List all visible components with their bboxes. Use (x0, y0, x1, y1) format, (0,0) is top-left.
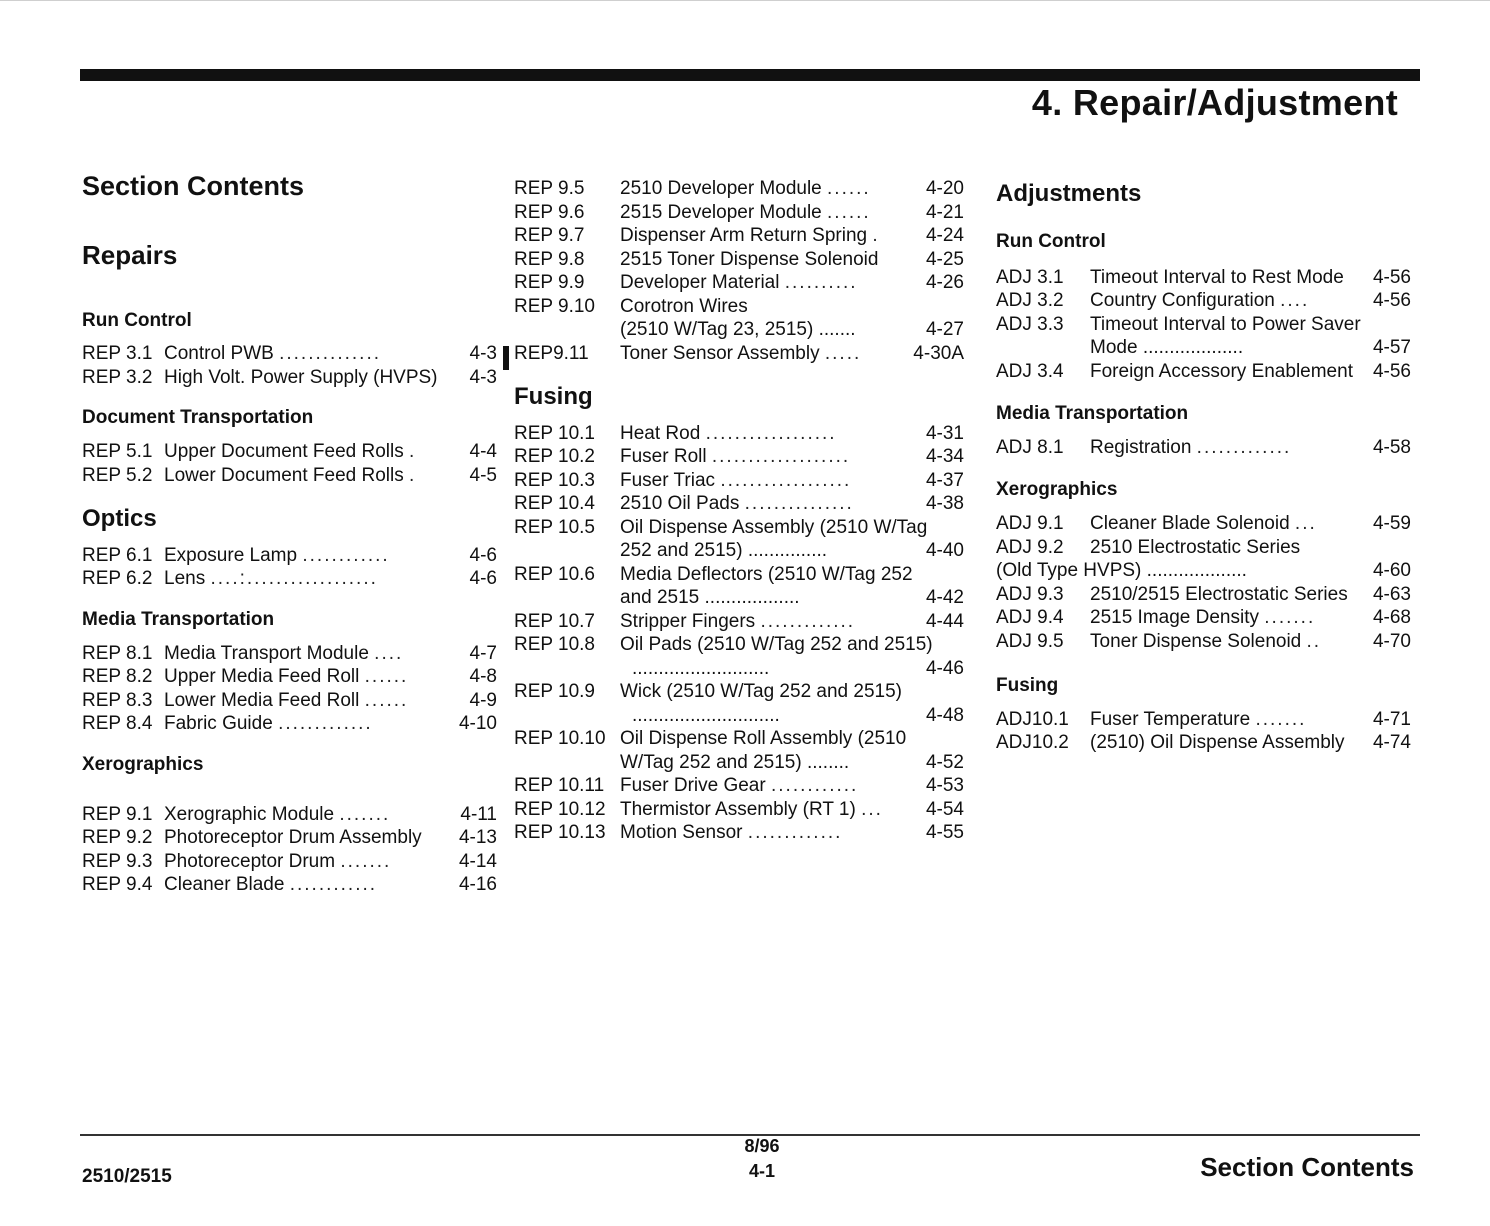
toc-entry-rep-10-5[interactable] (514, 516, 964, 540)
leader-dots: .................. (704, 587, 800, 609)
entry-page: 4-68 (1372, 607, 1411, 629)
entry-title: (2510) Oil Dispense Assembly (1090, 732, 1345, 754)
entry-page: 4-56 (1372, 266, 1411, 288)
entry-page: 4-60 (1372, 560, 1411, 582)
toc-entry-adj-3-3[interactable] (996, 313, 1411, 337)
toc-entry-rep-9-6[interactable] (514, 201, 964, 225)
toc-entry-rep-8-1[interactable] (82, 642, 497, 666)
entry-page: 4-48 (925, 704, 964, 726)
toc-entry-rep-5-1[interactable] (82, 440, 497, 464)
toc-entry-adj-9-2-cont (996, 559, 1411, 583)
toc-entry-adj-9-3[interactable] (996, 583, 1411, 607)
toc-entry-adj-3-3-cont (996, 336, 1411, 360)
entry-title: 2515 Toner Dispense Solenoid (620, 248, 879, 270)
entry-page: 4-71 (1372, 708, 1411, 730)
leader-dots: ....... (339, 803, 391, 825)
leader-dots: ....... (818, 319, 856, 340)
entry-page: 4-31 (925, 422, 964, 444)
entry-title-cont: Mode (1090, 337, 1138, 359)
leader-dots: .......... (784, 272, 858, 293)
entry-title: Oil Dispense Assembly (2510 W/Tag (620, 516, 928, 538)
chapter-title: 4. Repair/Adjustment (1031, 82, 1398, 123)
leader-dots: ................... (1146, 560, 1247, 582)
toc-entry-rep-3-2[interactable] (82, 366, 497, 390)
toc-entry-rep-5-2[interactable] (82, 464, 497, 488)
entry-code: REP 9.8 (514, 248, 585, 270)
leader-dots: ...... (827, 178, 871, 199)
leader-dots: .................. (705, 422, 837, 444)
entry-page: 4-38 (925, 493, 964, 515)
entry-title: 2510 Developer Module (620, 178, 822, 199)
adj-fusing-heading: Fusing (996, 675, 1059, 697)
entry-title: Exposure Lamp (164, 544, 298, 566)
revision-change-bar (503, 346, 509, 370)
leader-dots: ............... (747, 540, 828, 562)
entry-title: 2510 Oil Pads (620, 493, 740, 515)
entry-title-cont: (Old Type HVPS) (996, 560, 1142, 582)
entry-code: REP 10.8 (514, 634, 595, 656)
leader-dots: ............... (744, 493, 854, 515)
leader-dots: ............. (278, 713, 373, 735)
entry-title: Fuser Roll (620, 446, 707, 468)
leader-dots: ................... (1142, 337, 1244, 359)
entry-code: REP 9.7 (514, 225, 585, 246)
document-transportation-heading: Document Transportation (82, 407, 314, 429)
entry-code: REP 10.4 (514, 493, 595, 515)
entry-page: 4-55 (925, 822, 964, 844)
leader-dots: .............. (279, 343, 381, 365)
toc-entry-rep-9-9[interactable] (514, 271, 964, 295)
entry-title: 2510 Electrostatic Series (1090, 536, 1301, 558)
toc-entry-rep-9-10[interactable] (514, 295, 964, 319)
entry-page: 4-42 (925, 587, 964, 609)
entry-title: Photoreceptor Drum (164, 850, 336, 872)
entry-page: 4-58 (1372, 436, 1411, 458)
entry-page: 4-6 (469, 544, 497, 566)
entry-title: 2510/2515 Electrostatic Series (1090, 583, 1348, 605)
leader-dots: . (872, 225, 880, 246)
leader-dots: ...... (827, 201, 871, 223)
entry-title: Motion Sensor (620, 822, 743, 844)
leader-dots: ...... (364, 666, 409, 688)
header-rule (80, 69, 1420, 81)
entry-page: 4-26 (925, 272, 964, 293)
entry-title-cont: W/Tag 252 and 2515) (620, 751, 802, 773)
entry-page: 4-3 (469, 343, 497, 365)
column-repairs-1 (82, 170, 497, 897)
leader-dots: ....... (1255, 708, 1307, 730)
entry-title: Upper Media Feed Roll (164, 666, 360, 688)
leader-dots: ... (1294, 513, 1317, 535)
toc-entry-adj-3-2[interactable] (996, 289, 1411, 313)
entry-page: 4-13 (458, 827, 497, 849)
entry-code: REP 10.3 (514, 469, 595, 491)
toc-entry-rep-8-3[interactable] (82, 689, 497, 713)
entry-code: REP 9.3 (82, 850, 153, 872)
entry-code: REP 9.1 (82, 803, 153, 825)
leader-dots: ..... (824, 342, 862, 364)
entry-page: 4-20 (925, 178, 964, 199)
entry-page: 4-46 (925, 657, 964, 679)
entry-code: REP 10.2 (514, 446, 595, 468)
entry-title: Fuser Drive Gear (620, 775, 766, 797)
toc-entry-rep-10-9-cont (514, 704, 964, 728)
leader-dots: ............ (302, 544, 390, 566)
entry-code: ADJ 9.5 (996, 630, 1064, 652)
entry-page: 4-37 (925, 469, 964, 491)
entry-code: ADJ 8.1 (996, 436, 1064, 458)
entry-title: Foreign Accessory Enablement (1090, 360, 1353, 382)
entry-code: REP 10.5 (514, 516, 595, 538)
run-control-heading: Run Control (82, 309, 192, 331)
column-adjustments (996, 180, 1411, 755)
leader-dots: .... (1280, 290, 1310, 312)
repairs-heading: Repairs (82, 240, 178, 271)
toc-entry-adj-8-1[interactable] (996, 436, 1411, 460)
entry-title: Fabric Guide (164, 713, 273, 735)
entry-title: Developer Material (620, 272, 780, 293)
entry-page: 4-25 (925, 248, 964, 270)
entry-code: REP 6.2 (82, 568, 153, 590)
entry-code: REP 10.7 (514, 610, 595, 632)
toc-entry-rep-10-10-cont (514, 751, 964, 775)
entry-page: 4-24 (925, 225, 964, 246)
entry-title: Cleaner Blade Solenoid (1090, 513, 1290, 535)
entry-page: 4-30A (913, 342, 964, 364)
entry-title: High Volt. Power Supply (HVPS) (164, 366, 438, 388)
media-transportation-heading: Media Transportation (82, 608, 275, 630)
entry-title: Lens (164, 568, 206, 590)
toc-entry-rep-10-13[interactable] (514, 821, 964, 845)
leader-dots: .......................... (632, 657, 770, 679)
entry-title: Registration (1090, 436, 1192, 458)
entry-title: Oil Dispense Roll Assembly (2510 (620, 728, 907, 750)
entry-title: Media Transport Module (164, 642, 369, 664)
entry-title: Country Configuration (1090, 290, 1275, 312)
entry-code: REP 8.1 (82, 642, 153, 664)
entry-page: 4-44 (925, 610, 964, 632)
toc-entry-rep-10-8-cont (514, 657, 964, 681)
entry-page: 4-27 (925, 319, 964, 340)
entry-page: 4-3 (469, 366, 497, 388)
adjustments-heading: Adjustments (996, 180, 1142, 207)
entry-code: ADJ 9.3 (996, 583, 1064, 605)
entry-title: Xerographic Module (164, 803, 335, 825)
leader-dots: ............. (760, 610, 856, 632)
entry-page: 4-53 (925, 775, 964, 797)
entry-code: REP9.11 (514, 342, 589, 364)
entry-code: ADJ 3.4 (996, 360, 1064, 382)
xerographics-heading: Xerographics (82, 753, 204, 775)
toc-entry-rep-10-9[interactable] (514, 680, 964, 704)
entry-title: Fuser Triac (620, 469, 716, 491)
leader-dots: ....... (1264, 607, 1316, 629)
entry-title: 2515 Developer Module (620, 201, 822, 223)
leader-dots: .... (374, 642, 404, 664)
toc-entry-rep-10-2[interactable] (514, 445, 964, 469)
entry-code: REP 9.9 (514, 272, 585, 293)
entry-page: 4-11 (460, 803, 497, 825)
entry-title: Oil Pads (2510 W/Tag 252 and 2515) (620, 634, 933, 656)
entry-title: Toner Dispense Solenoid (1090, 630, 1302, 652)
toc-entry-rep-9-2[interactable] (82, 826, 497, 850)
entry-code: ADJ 9.2 (996, 536, 1064, 558)
entry-code: ADJ 3.2 (996, 290, 1064, 312)
entry-code: REP 10.1 (514, 422, 595, 444)
toc-entry-rep-10-1[interactable] (514, 422, 964, 446)
leader-dots: ....... (340, 850, 392, 872)
entry-title: Photoreceptor Drum Assembly (164, 827, 422, 849)
entry-code: REP 9.10 (514, 295, 595, 317)
entry-code: REP 3.2 (82, 366, 153, 388)
leader-dots: .................. (720, 469, 852, 491)
entry-page: 4-59 (1372, 513, 1411, 535)
entry-title: Stripper Fingers (620, 610, 756, 632)
entry-code: REP 5.2 (82, 464, 153, 486)
entry-code: REP 9.6 (514, 201, 585, 223)
entry-code: REP 5.1 (82, 441, 153, 463)
entry-page: 4-21 (925, 201, 964, 223)
entry-code: ADJ 3.1 (996, 266, 1064, 288)
entry-page: 4-70 (1372, 630, 1411, 652)
footer-model: 2510/2515 (82, 1166, 172, 1187)
toc-entry-adj-9-1[interactable] (996, 512, 1411, 536)
entry-code: ADJ 9.1 (996, 513, 1064, 535)
entry-page: 4-74 (1372, 732, 1411, 754)
entry-title-cont: and 2515 (620, 587, 700, 609)
toc-entry-rep-10-6-cont (514, 586, 964, 610)
toc-entry-rep-10-8[interactable] (514, 633, 964, 657)
toc-entry-adj-3-1[interactable] (996, 266, 1411, 290)
entry-code: ADJ10.2 (996, 732, 1069, 754)
leader-dots: ............ (289, 874, 378, 896)
entry-page: 4-34 (925, 446, 964, 468)
entry-title: Control PWB (164, 343, 274, 365)
entry-title: Wick (2510 W/Tag 252 and 2515) (620, 681, 902, 703)
toc-entry-rep-10-11[interactable] (514, 774, 964, 798)
entry-code: REP 10.13 (514, 822, 606, 844)
entry-page: 4-4 (469, 441, 497, 463)
entry-page: 4-40 (925, 540, 964, 562)
toc-entry-rep-10-5-cont (514, 539, 964, 563)
entry-title: Thermistor Assembly (RT 1) (620, 798, 856, 820)
leader-dots: ....:.................. (210, 568, 378, 590)
entry-page: 4-56 (1372, 290, 1411, 312)
entry-title: Media Deflectors (2510 W/Tag 252 (620, 563, 913, 585)
leader-dots: . (409, 464, 417, 486)
entry-page: 4-10 (458, 713, 497, 735)
toc-entry-rep-9-1[interactable] (82, 803, 497, 827)
entry-page: 4-54 (925, 798, 964, 820)
entry-code: REP 9.4 (82, 874, 153, 896)
entry-page: 4-57 (1372, 337, 1411, 359)
toc-entry-rep-8-2[interactable] (82, 665, 497, 689)
toc-entry-adj-9-4[interactable] (996, 606, 1411, 630)
toc-entry-rep-9-10-cont (514, 318, 964, 342)
toc-entry-adj-10-2[interactable] (996, 731, 1411, 755)
entry-title: Toner Sensor Assembly (620, 342, 820, 364)
toc-entry-rep-6-1[interactable] (82, 544, 497, 568)
entry-code: REP 9.2 (82, 827, 153, 849)
column-repairs-2 (514, 177, 964, 845)
adj-xerographics-heading: Xerographics (996, 479, 1118, 501)
leader-dots: ............................ (632, 704, 780, 726)
leader-dots: ...... (364, 689, 409, 711)
entry-code: REP 8.2 (82, 666, 153, 688)
leader-dots: ... (861, 798, 883, 820)
toc-entry-adj-9-5[interactable] (996, 630, 1411, 654)
entry-code: REP 10.12 (514, 798, 606, 820)
entry-title: Fuser Temperature (1090, 708, 1251, 730)
entry-title: Corotron Wires (620, 295, 748, 317)
entry-code: REP 10.9 (514, 681, 595, 703)
toc-entry-rep-10-6[interactable] (514, 563, 964, 587)
entry-title: Cleaner Blade (164, 874, 285, 896)
footer-section-title: Section Contents (1200, 1152, 1414, 1182)
toc-entry-rep-10-3[interactable] (514, 469, 964, 493)
toc-entry-rep-9-4[interactable] (82, 873, 497, 897)
leader-dots: . (409, 441, 417, 463)
adj-media-transportation-heading: Media Transportation (996, 403, 1189, 425)
entry-title: Timeout Interval to Rest Mode (1090, 266, 1344, 288)
entry-code: ADJ 9.4 (996, 607, 1064, 629)
entry-page: 4-16 (458, 874, 497, 896)
entry-page: 4-5 (469, 464, 497, 486)
toc-entry-rep-9-3[interactable] (82, 850, 497, 874)
leader-dots: ............. (1196, 436, 1292, 458)
entry-code: REP 8.3 (82, 689, 153, 711)
toc-entry-rep-9-8[interactable] (514, 248, 964, 272)
entry-code: REP 6.1 (82, 544, 153, 566)
toc-entry-rep-10-10[interactable] (514, 727, 964, 751)
entry-code: REP 10.10 (514, 728, 606, 750)
entry-page: 4-56 (1372, 360, 1411, 382)
entry-code: REP 10.11 (514, 775, 605, 797)
entry-title: Heat Rod (620, 422, 701, 444)
entry-page: 4-63 (1372, 583, 1411, 605)
adj-run-control-heading: Run Control (996, 230, 1106, 252)
entry-page: 4-52 (925, 751, 964, 773)
top-border-line (0, 0, 1490, 1)
leader-dots: ............. (747, 822, 843, 844)
leader-dots: ................... (711, 446, 851, 468)
entry-page: 4-14 (458, 850, 497, 872)
entry-title: Lower Document Feed Rolls (164, 464, 404, 486)
entry-title: Timeout Interval to Power Saver (1090, 313, 1361, 335)
entry-page: 4-9 (469, 689, 497, 711)
entry-code: ADJ 3.3 (996, 313, 1064, 335)
footer-page-number: 4-1 (748, 1161, 775, 1181)
toc-entry-rep-9-5[interactable] (514, 177, 964, 201)
entry-title: 2515 Image Density (1090, 607, 1259, 629)
entry-page: 4-7 (469, 642, 497, 664)
toc-entry-rep-10-12[interactable] (514, 798, 964, 822)
entry-page: 4-8 (469, 666, 497, 688)
entry-code: ADJ10.1 (996, 708, 1069, 730)
optics-heading: Optics (82, 505, 157, 533)
section-contents-heading: Section Contents (82, 171, 305, 201)
toc-entry-rep-9-7[interactable] (514, 224, 964, 248)
toc-entry-adj-9-2[interactable] (996, 536, 1411, 560)
entry-page: 4-6 (469, 568, 497, 590)
entry-title-cont: 252 and 2515) (620, 540, 743, 562)
toc-entry-adj-10-1[interactable] (996, 708, 1411, 732)
toc-entry-rep-8-4[interactable] (82, 712, 497, 736)
toc-entry-rep-10-4[interactable] (514, 492, 964, 516)
leader-dots: .. (1306, 630, 1322, 652)
entry-code: REP 10.6 (514, 563, 595, 585)
entry-title-cont: (2510 W/Tag 23, 2515) (620, 319, 814, 340)
toc-entry-adj-3-4[interactable] (996, 360, 1411, 384)
entry-title: Lower Media Feed Roll (164, 689, 360, 711)
entry-code: REP 9.5 (514, 178, 585, 199)
entry-title: Dispenser Arm Return Spring (620, 225, 868, 246)
footer-date: 8/96 (744, 1136, 780, 1156)
toc-entry-rep-10-7[interactable] (514, 610, 964, 634)
toc-entry-rep-9-11[interactable] (514, 342, 964, 366)
fusing-repairs-heading: Fusing (514, 383, 593, 410)
leader-dots: ........ (806, 751, 850, 773)
entry-code: REP 3.1 (82, 343, 153, 365)
leader-dots: ............ (770, 775, 859, 797)
toc-entry-rep-6-2[interactable] (82, 567, 497, 591)
toc-entry-rep-3-1[interactable] (82, 342, 497, 366)
entry-title: Upper Document Feed Rolls (164, 441, 404, 463)
entry-code: REP 8.4 (82, 713, 153, 735)
